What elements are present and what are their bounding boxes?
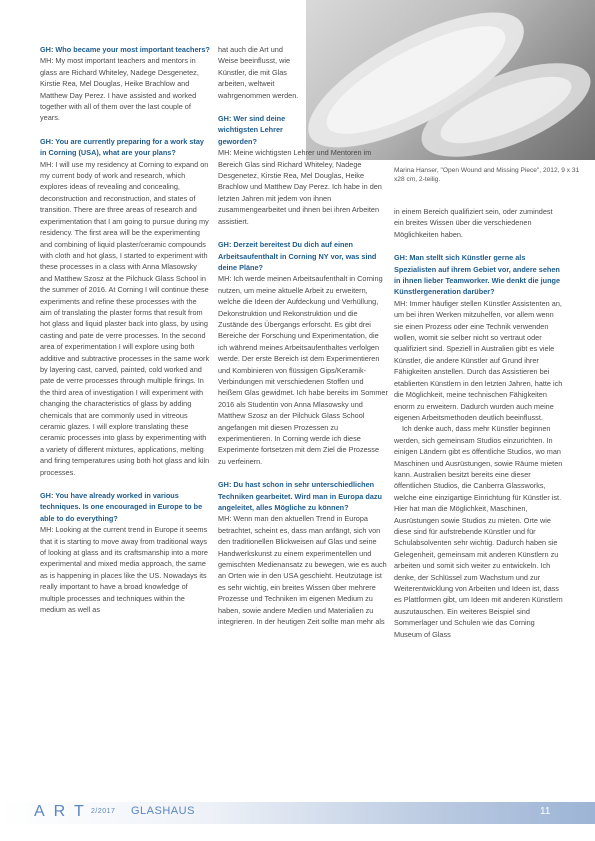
page-number: 11 xyxy=(540,806,551,817)
footer-issue: 2/2017 xyxy=(91,808,116,815)
footer-art-logo: ART xyxy=(34,803,93,820)
question: GH: Derzeit bereitest Du dich auf einen Arbeitsaufenthalt in Corning NY vor, was sind deine Pläne? xyxy=(218,240,377,272)
answer: MH: Ich werde meinen Arbeitsaufenthalt in Corning nutzen, um meine aktuelle Arbeit zu erweitern, welche die Ideen der Aufdeckung und Verhüllung, Dekonstruktion und Rekonstruktion und die Zustände des Übergangs erforscht. Es gibt drei Bereiche der Forschung und Experimentation, die ich während meines Arbeitsaufenthaltes verfolgen werde. Der erste Bereich ist dem Experimentieren und Kombinieren von flüssigen Gips/Keramik-Verbindungen mit verschiedenen Stoffen und heißem Glas gewidmet. Ich habe bereits im Sommer 2016 als Studentin von Anna Mlasowsky und Matthew Szosz an der Pilchuck Glass School angefangen mit diesen Prozessen zu experimentieren. In Corning werde ich diese Experimente fortsetzen mit dem Ziel die Prozesse zu verfeinern. xyxy=(218,274,388,466)
footer-magazine-name: GLASHAUS xyxy=(131,805,195,817)
column-german-1 xyxy=(218,44,388,628)
answer: MH: I will use my residency at Corning to expand on my current body of work and research, which explores ideas of revealing and concealing, deconstruction and reconstruction, and states of transition. There are three areas of research and experimentation that I am going to pursue during my residency. The first area will be the experimenting and combining of liquid plaster/ceramic compounds with cloth and hot glass, I started to experiment with these processes in a class with Anna Mlasowsky and Matthew Szosz at the Pilchuck Glass School in the summer of 2016. At Corning I will continue these experiments and refine these processes with the aim of translating the plaster forms that result from hot glass and liquid plaster back into glass, by using casting and pate de verre processes. In the second area of experimentation I will explore using both additive and subtractive processes in the same work by layering cast, carved, painted, cold worked and pate de verre processes through multiple firings. In the third area of investigation I will experiment with changing the characteristics of glass by adding chemicals that are commonly used in vitreous ceramic glazes. I will explore translating these ceramic processes into glass by experimenting with a variety of different mixtures, applications, melting and firing temperatures using both hot glass and kiln processes. xyxy=(40,159,210,477)
answer: MH: Looking at the current trend in Europe it seems that it is starting to move away from traditional ways of looking at glass and its craftsmanship into a more experimental and mixed media approach, the same as is happening in places like the US. Nowadays its really important to have a broad knowledge of multiple processes and techniques within the medium as well as xyxy=(40,525,208,615)
question: GH: Wer sind deine wichtigsten Lehrer geworden? xyxy=(218,114,286,146)
question: GH: You have already worked in various techniques. Is one encouraged in Europe to be able to do everything? xyxy=(40,491,203,523)
continuation-text: in einem Bereich qualifiziert sein, oder zumindest ein breites Wissen über die verschiedenen Möglichkeiten haben. xyxy=(394,207,553,239)
question: GH: You are currently preparing for a work stay in Corning (USA), what are your plans? xyxy=(40,136,204,158)
answer: MH: Immer häufiger stellen Künstler Assistenten an, um bei ihren Werken mitzuhelfen, vor allem wenn sie einen Prozess oder eine Technik verwenden wollen, womit sie selber nicht so vertraut oder qualifiziert sind. Speziell in Australien gibt es viele Künstler, die andere Künstler auf Grund ihrer Fähigkeiten anstellen. Durch das Assistieren bei etablierten Künstlern in den letzten Jahren, hatte ich die Möglichkeit, meine technischen Fähigkeiten enorm zu erweitern. Dadurch wurden auch meine eigenen Arbeitsmethoden deutlich beeinflusst. xyxy=(394,298,563,422)
question: GH: Man stellt sich Künstler gerne als Spezialisten auf ihrem Gebiet vor, andere sehen in ihnen lieber Teamworker. Wie denkt die junge Künstlergeneration darüber? xyxy=(394,253,561,297)
question: GH: Du hast schon in sehr unterschiedlichen Techniken gearbeitet. Wird man in Europa dazu angeleitet, alles Mögliche zu können? xyxy=(218,480,383,513)
photo-caption: Marina Hanser, "Open Wound and Missing Piece", 2012, 9 x 31 x28 cm, 2-teilig. xyxy=(394,167,580,183)
question: GH: Who became your most important teachers? xyxy=(40,45,210,54)
answer: MH: My most important teachers and mentors in glass are Richard Whiteley, Nadege Desgenetez, Kirstie Rea, Mel Douglas, Heike Brachlow and Matthew Day Perez. I have assisted and worked together with all of them over the last couple of years. xyxy=(40,56,199,123)
column-english xyxy=(40,44,210,616)
answer: MH: Wenn man den aktuellen Trend in Europa betrachtet, scheint es, dass man anfängt, sich von den traditionellen Blickweisen auf Glas und seine Handwerkskunst zu einem experimentellen und gemischten Medienansatz zu bewegen, wie es auch an Orten wie in den USA geschieht. Heutzutage ist es sehr wichtig, ein breites Wissen über mehrere Prozesse und Techniken im eigenen Medium zu haben, sowie andere Medien und Materialien zu integrieren. In der heutigen Zeit sollte man mehr als xyxy=(218,514,387,627)
answer-paragraph: Ich denke auch, dass mehr Künstler beginnen werden, sich gemeinsam Studios einzurichten. In einigen Ländern gibt es öffentliche Studios, wo man Maschinen und Ausrüstungen, sowie Räume mieten kann. Australien besitzt bereits eine dieser öffentlichen Studios, die Canberra Glassworks, welche eine einzigartige Einrichtung für Künstler ist. Hier hat man die Möglichkeit, Maschinen, Ausrüstungen sowie Studios zu mieten. Orte wie diese sind für aufstrebende Künstler und für Schulabsolventen sehr wichtig. Dadurch haben sie Gelegenheit, gemeinsam mit anderen Künstlern zu arbeiten und somit sich weiter zu entwickeln. Ich denke, der Schlüssel zum Wachstum und zur Weiterentwicklung von Arbeiten und Ideen ist, dass es Plattformen gibt, um Ideen mit anderen Künstlern auszutauschen. Ein weiteres Beispiel sind Sommerlager und Schulen wie das Corning Museum of Glass xyxy=(394,424,563,639)
continuation-text: hat auch die Art und Weise beeinflusst, wie Künstler, die mit Glas arbeiten, weltweit wahrgenommen werden. xyxy=(218,45,299,100)
column-german-2 xyxy=(394,206,564,640)
answer: MH: Meine wichtigsten Lehrer und Mentoren im Bereich Glas sind Richard Whiteley, Nadege Desgenetez, Kirstie Rea, Mel Douglas, Heike Brachlow und Matthew Day Perez. Ich habe in den letzten Jahren mit jedem von ihnen zusammengearbeitet und ihnen bei ihren Arbeiten assistiert. xyxy=(218,148,382,226)
